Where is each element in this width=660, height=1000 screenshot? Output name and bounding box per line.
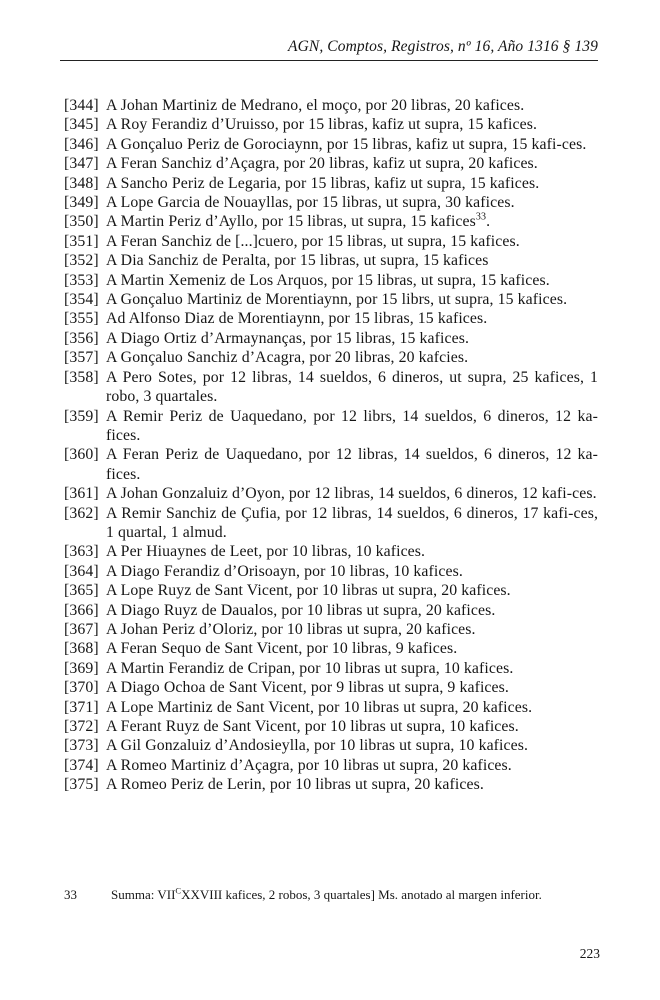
entry-text-body: A Diago Ochoa de Sant Vicent, por 9 libras ut supra, 9 kafices. <box>106 679 509 697</box>
entry-text <box>106 698 598 717</box>
entry-text <box>106 581 598 600</box>
entry-text <box>106 659 598 678</box>
entry-number: [358] <box>64 368 99 386</box>
entry <box>64 445 598 484</box>
entry-number: [375] <box>64 776 99 794</box>
entry-text-body: A Ferant Ruyz de Sant Vicent, por 10 libras ut supra, 10 kafices. <box>106 718 519 735</box>
entry-text-body: A Diago Ortiz d’Armaynanças, por 15 libras, 15 kafices. <box>106 329 470 347</box>
entry-text <box>106 115 598 134</box>
entry-text-body: A Martin Periz d’Ayllo, por 15 libras, ut supra, 15 kafices <box>106 213 476 231</box>
entry <box>64 135 598 154</box>
running-head: AGN, Comptos, Registros, nº 16, Año 1316 § 139 <box>288 38 598 55</box>
entry-text <box>106 736 598 755</box>
header-rule <box>60 60 598 61</box>
entry-text-body: A Lope Martiniz de Sant Vicent, por 10 libras ut supra, 20 kafices. <box>106 698 533 716</box>
entry-text-body: A Roy Ferandiz d’Uruisso, por 15 libras, kafiz ut supra, 15 kafices. <box>106 116 538 134</box>
entry-text <box>106 678 598 697</box>
entry-text <box>106 620 598 639</box>
entry-text <box>106 756 598 775</box>
entry <box>64 620 598 639</box>
entry <box>64 639 598 658</box>
entry-text-body: A Lope Ruyz de Sant Vicent, por 10 libras ut supra, 20 kafices. <box>106 582 511 600</box>
entry-number: [359] <box>64 407 99 425</box>
entry-text-body: A Remir Periz de Uaquedano, por 12 librs, 14 sueldos, 6 dineros, 12 ka-fices. <box>106 407 598 444</box>
footnote-number: 33 <box>64 887 77 902</box>
footnote-reference: 33 <box>475 212 487 224</box>
entry-text-body: Ad Alfonso Diaz de Morentiaynn, por 15 libras, 15 kafices. <box>106 310 488 328</box>
entry-text <box>106 407 598 446</box>
entry-number: [361] <box>64 485 99 503</box>
entry-text-body: A Romeo Periz de Lerin, por 10 libras ut supra, 20 kafices. <box>106 776 484 794</box>
entry-text <box>106 601 598 620</box>
entry <box>64 736 598 755</box>
entry-text <box>106 639 598 658</box>
entry <box>64 562 598 581</box>
entry <box>64 271 598 290</box>
entry-number: [364] <box>64 562 99 580</box>
entry-number: [346] <box>64 135 99 153</box>
entry-text <box>106 562 598 581</box>
entry-number: [365] <box>64 582 99 600</box>
entry <box>64 484 598 503</box>
entry-text <box>106 271 598 290</box>
entry-number: [374] <box>64 756 99 774</box>
entry <box>64 581 598 600</box>
footnote <box>64 887 604 903</box>
entry <box>64 504 598 543</box>
entry-number: [355] <box>64 310 99 328</box>
entry-number: [350] <box>64 213 99 231</box>
entry <box>64 659 598 678</box>
entry <box>64 717 598 736</box>
entry <box>64 212 598 231</box>
footnote-text <box>111 887 542 903</box>
entry-text-body: A Remir Sanchiz de Çufia, por 12 libras, 14 sueldos, 6 dineros, 17 kafi-ces, 1 quartal, 1 almud. <box>106 504 598 541</box>
entry-number: [360] <box>64 446 99 464</box>
entry-text-body: A Gonçaluo Martiniz de Morentiaynn, por 15 librs, ut supra, 15 kafices. <box>106 291 568 309</box>
entry <box>64 290 598 309</box>
entry <box>64 329 598 348</box>
entry-text <box>106 329 598 348</box>
entry-number: [357] <box>64 349 99 367</box>
entry <box>64 174 598 193</box>
entry-number: [369] <box>64 659 99 677</box>
entry-number: [362] <box>64 504 99 522</box>
entry-number: [344] <box>64 97 99 114</box>
entry-text-body: A Gil Gonzaluiz d’Andosieylla, por 10 libras ut supra, 10 kafices. <box>106 737 529 755</box>
entry-text-body: A Per Hiuaynes de Leet, por 10 libras, 10 kafices. <box>106 543 426 561</box>
entry-text <box>106 309 598 328</box>
entry <box>64 601 598 620</box>
entry-number: [363] <box>64 543 99 561</box>
entry-text <box>106 96 598 115</box>
entry-text <box>106 135 598 154</box>
entry-text <box>106 193 598 212</box>
entry <box>64 154 598 173</box>
entry <box>64 309 598 328</box>
entry-number: [373] <box>64 737 99 755</box>
entry-number: [349] <box>64 194 99 212</box>
entry-number: [370] <box>64 679 99 697</box>
entry-text <box>106 368 598 407</box>
entry <box>64 542 598 561</box>
entry-number: [347] <box>64 155 99 173</box>
entry-text <box>106 154 598 173</box>
entry-number: [348] <box>64 174 99 192</box>
entry-text <box>106 542 598 561</box>
entry-text-body: A Feran Sequo de Sant Vicent, por 10 libras, 9 kafices. <box>106 640 458 658</box>
entry-number: [356] <box>64 329 99 347</box>
entry <box>64 115 598 134</box>
entry-number: [371] <box>64 698 99 716</box>
entry-text <box>106 775 598 794</box>
entry-text-body: A Feran Sanchiz de [...]cuero, por 15 libras, ut supra, 15 kafices. <box>106 232 520 250</box>
entry-text <box>106 290 598 309</box>
entry <box>64 756 598 775</box>
entry <box>64 678 598 697</box>
entry-text-end: . <box>486 213 491 231</box>
entry-text-body: A Johan Periz d’Oloriz, por 10 libras ut supra, 20 kafices. <box>106 620 476 638</box>
entry-number: [352] <box>64 252 99 270</box>
entry-text <box>106 484 598 503</box>
entry-text-body: A Diago Ferandiz d’Orisoayn, por 10 libras, 10 kafices. <box>106 562 463 580</box>
entry-text-body: A Diago Ruyz de Daualos, por 10 libras ut supra, 20 kafices. <box>106 601 496 619</box>
entry-text <box>106 174 598 193</box>
entry-text <box>106 212 598 231</box>
entry-text <box>106 232 598 251</box>
entry-number: [353] <box>64 271 99 289</box>
entry-number: [367] <box>64 620 99 638</box>
footnote-text-end: XXVIII kafices, 2 robos, 3 quartales] Ms. anotado al margen inferior. <box>181 887 542 902</box>
entry-text-body: A Romeo Martiniz d’Açagra, por 10 libras ut supra, 20 kafices. <box>106 756 512 774</box>
entry <box>64 775 598 794</box>
entry-text <box>106 504 598 543</box>
page-number: 223 <box>579 946 600 961</box>
entry-number: [368] <box>64 640 99 658</box>
entry-number: [351] <box>64 232 99 250</box>
entry <box>64 348 598 367</box>
entry-text-body: A Gonçaluo Sanchiz d’Acagra, por 20 libras, 20 kafcies. <box>106 349 469 367</box>
entry-text-body: A Martin Xemeniz de Los Arquos, por 15 libras, ut supra, 15 kafices. <box>106 271 550 289</box>
entry-text-body: A Johan Martiniz de Medrano, el moço, por 20 libras, 20 kafices. <box>106 97 525 114</box>
entry-text-body: A Feran Periz de Uaquedano, por 12 libras, 14 sueldos, 6 dineros, 12 ka-fices. <box>106 446 598 483</box>
entry <box>64 698 598 717</box>
entry <box>64 368 598 407</box>
entry-text-body: A Feran Sanchiz d’Açagra, por 20 libras, kafiz ut supra, 20 kafices. <box>106 155 538 173</box>
entry <box>64 251 598 270</box>
entry-text-body: A Pero Sotes, por 12 libras, 14 sueldos, 6 dineros, ut supra, 25 kafices, 1 robo, 3 quartales. <box>106 368 598 406</box>
entry-text-body: A Sancho Periz de Legaria, por 15 libras, kafiz ut supra, 15 kafices. <box>106 174 540 192</box>
entry-text <box>106 251 598 270</box>
footnote-superscript: C <box>175 885 182 896</box>
entry-text-body: A Lope Garcia de Nouayllas, por 15 libras, ut supra, 30 kafices. <box>106 194 515 212</box>
entry-text-body: A Johan Gonzaluiz d’Oyon, por 12 libras, 14 sueldos, 6 dineros, 12 kafi-ces. <box>106 485 597 503</box>
entry <box>64 193 598 212</box>
entry-number: [372] <box>64 718 99 735</box>
entry-text <box>106 348 598 367</box>
entry-number: [354] <box>64 291 99 309</box>
entry-text <box>106 717 598 736</box>
entry-number: [366] <box>64 601 99 619</box>
footnote-text-start: Summa: VII <box>111 887 176 902</box>
entry <box>64 96 598 115</box>
entry-text-body: A Gonçaluo Periz de Gorociaynn, por 15 libras, kafiz ut supra, 15 kafi-ces. <box>106 135 587 153</box>
entry-list <box>64 96 598 795</box>
entry-text-body: A Martin Ferandiz de Cripan, por 10 libras ut supra, 10 kafices. <box>106 659 514 677</box>
entry <box>64 407 598 446</box>
entry-number: [345] <box>64 116 99 134</box>
entry <box>64 232 598 251</box>
entry-text <box>106 445 598 484</box>
entry-text-body: A Dia Sanchiz de Peralta, por 15 libras, ut supra, 15 kafices <box>106 252 489 270</box>
